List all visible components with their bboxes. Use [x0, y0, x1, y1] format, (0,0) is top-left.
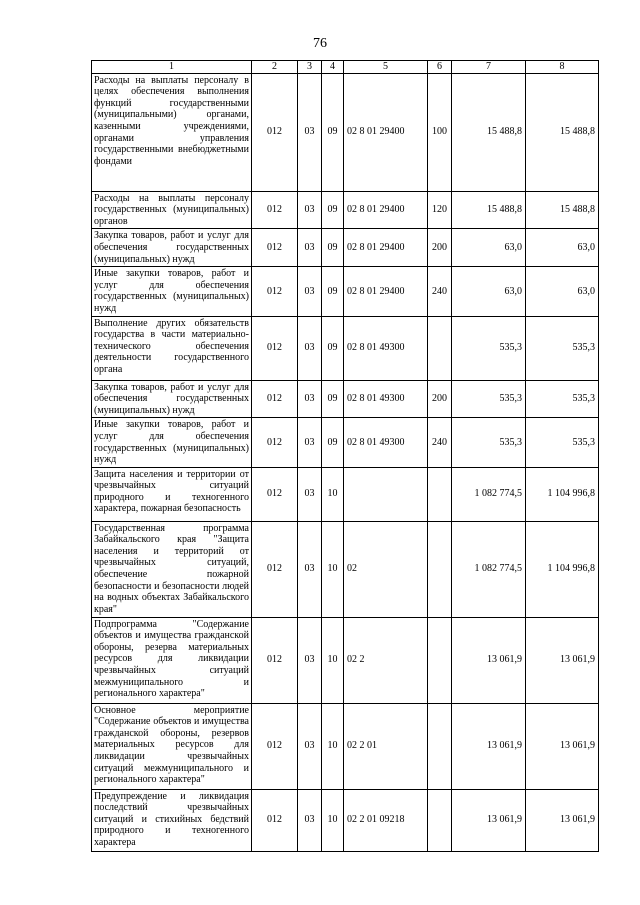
cell-pr: 10	[322, 617, 344, 703]
table-row	[92, 418, 599, 467]
cell-name: Основное мероприятие "Содержание объектов и имущества гражданской обороны, резервов материальных ресурсов для ликвидации чрезвычайных ситуаций межмуниципального и регионального характера"	[92, 703, 252, 789]
cell-sum2: 1 104 996,8	[526, 521, 599, 617]
cell-csr: 02 8 01 49300	[344, 316, 428, 380]
budget-table	[91, 60, 599, 852]
header-cell: 6	[428, 61, 452, 74]
cell-sum2: 535,3	[526, 380, 599, 418]
cell-rz: 03	[298, 316, 322, 380]
cell-rz: 03	[298, 267, 322, 316]
table-row	[92, 380, 599, 418]
cell-name: Государственная программа Забайкальского края "Защита населения и территорий от чрезвычайных ситуаций, обеспечение пожарной безопасности и безопасности людей на водных объектах Забайкальского края"	[92, 521, 252, 617]
cell-pr: 09	[322, 229, 344, 267]
cell-csr	[344, 467, 428, 521]
cell-ved: 012	[252, 73, 298, 191]
cell-rz: 03	[298, 73, 322, 191]
cell-sum2: 535,3	[526, 316, 599, 380]
cell-pr: 09	[322, 380, 344, 418]
header-cell: 1	[92, 61, 252, 74]
cell-csr: 02 2 01	[344, 703, 428, 789]
cell-sum1: 535,3	[452, 380, 526, 418]
cell-sum2: 1 104 996,8	[526, 467, 599, 521]
table-row	[92, 703, 599, 789]
cell-name: Иные закупки товаров, работ и услуг для обеспечения государственных (муниципальных) нужд	[92, 418, 252, 467]
table-row	[92, 789, 599, 851]
cell-sum1: 63,0	[452, 229, 526, 267]
header-cell: 4	[322, 61, 344, 74]
cell-vr	[428, 703, 452, 789]
cell-name: Подпрограмма "Содержание объектов и имущества гражданской обороны, резерва материальных ресурсов для ликвидации чрезвычайных ситуаций межмуниципального и регионального характера"	[92, 617, 252, 703]
page-number: 76	[313, 36, 327, 51]
cell-vr	[428, 617, 452, 703]
cell-vr	[428, 316, 452, 380]
cell-sum1: 1 082 774,5	[452, 521, 526, 617]
header-cell: 5	[344, 61, 428, 74]
cell-sum1: 15 488,8	[452, 73, 526, 191]
cell-sum2: 535,3	[526, 418, 599, 467]
header-cell: 2	[252, 61, 298, 74]
cell-sum1: 13 061,9	[452, 789, 526, 851]
cell-ved: 012	[252, 467, 298, 521]
cell-vr	[428, 521, 452, 617]
cell-vr: 200	[428, 380, 452, 418]
cell-csr: 02 8 01 29400	[344, 191, 428, 229]
cell-ved: 012	[252, 521, 298, 617]
table-row	[92, 521, 599, 617]
table-row	[92, 191, 599, 229]
cell-csr: 02 8 01 29400	[344, 267, 428, 316]
cell-name: Иные закупки товаров, работ и услуг для обеспечения государственных (муниципальных) нужд	[92, 267, 252, 316]
cell-rz: 03	[298, 380, 322, 418]
cell-pr: 09	[322, 267, 344, 316]
cell-sum2: 15 488,8	[526, 191, 599, 229]
cell-ved: 012	[252, 703, 298, 789]
cell-ved: 012	[252, 191, 298, 229]
cell-ved: 012	[252, 789, 298, 851]
table-row	[92, 73, 599, 191]
cell-sum2: 63,0	[526, 267, 599, 316]
cell-rz: 03	[298, 617, 322, 703]
cell-sum2: 13 061,9	[526, 703, 599, 789]
cell-name: Предупреждение и ликвидация последствий чрезвычайных ситуаций и стихийных бедствий природного и техногенного характера	[92, 789, 252, 851]
cell-csr: 02 2 01 09218	[344, 789, 428, 851]
cell-vr: 240	[428, 267, 452, 316]
cell-csr: 02	[344, 521, 428, 617]
cell-pr: 09	[322, 418, 344, 467]
cell-name: Защита населения и территории от чрезвычайных ситуаций природного и техногенного характера, пожарная безопасность	[92, 467, 252, 521]
cell-rz: 03	[298, 521, 322, 617]
cell-pr: 09	[322, 73, 344, 191]
cell-sum2: 13 061,9	[526, 617, 599, 703]
cell-ved: 012	[252, 617, 298, 703]
cell-csr: 02 8 01 49300	[344, 380, 428, 418]
cell-vr: 120	[428, 191, 452, 229]
cell-sum1: 535,3	[452, 316, 526, 380]
cell-name: Закупка товаров, работ и услуг для обеспечения государственных (муниципальных) нужд	[92, 229, 252, 267]
cell-rz: 03	[298, 789, 322, 851]
header-cell: 7	[452, 61, 526, 74]
cell-name: Расходы на выплаты персоналу в целях обеспечения выполнения функций государственными (муниципальными) органами, казенными учреждениями, органами управления государственными внебюджетными фондами	[92, 73, 252, 191]
cell-sum1: 63,0	[452, 267, 526, 316]
cell-rz: 03	[298, 191, 322, 229]
table-row	[92, 467, 599, 521]
cell-sum2: 13 061,9	[526, 789, 599, 851]
cell-sum1: 13 061,9	[452, 703, 526, 789]
header-cell: 8	[526, 61, 599, 74]
cell-sum1: 15 488,8	[452, 191, 526, 229]
cell-vr: 240	[428, 418, 452, 467]
cell-pr: 10	[322, 703, 344, 789]
cell-csr: 02 8 01 29400	[344, 229, 428, 267]
cell-rz: 03	[298, 703, 322, 789]
cell-csr: 02 8 01 29400	[344, 73, 428, 191]
cell-name: Выполнение других обязательств государства в части материально-технического обеспечения деятельности государственного органа	[92, 316, 252, 380]
cell-vr: 200	[428, 229, 452, 267]
cell-sum1: 13 061,9	[452, 617, 526, 703]
cell-vr	[428, 467, 452, 521]
table-row	[92, 267, 599, 316]
cell-ved: 012	[252, 229, 298, 267]
table-row	[92, 617, 599, 703]
cell-ved: 012	[252, 316, 298, 380]
cell-csr: 02 2	[344, 617, 428, 703]
cell-pr: 10	[322, 521, 344, 617]
cell-sum1: 1 082 774,5	[452, 467, 526, 521]
table-header-row	[92, 61, 599, 74]
cell-rz: 03	[298, 467, 322, 521]
header-cell: 3	[298, 61, 322, 74]
table-row	[92, 229, 599, 267]
cell-pr: 09	[322, 191, 344, 229]
cell-ved: 012	[252, 418, 298, 467]
cell-pr: 10	[322, 467, 344, 521]
cell-rz: 03	[298, 229, 322, 267]
cell-ved: 012	[252, 380, 298, 418]
cell-pr: 10	[322, 789, 344, 851]
cell-vr: 100	[428, 73, 452, 191]
cell-sum1: 535,3	[452, 418, 526, 467]
cell-rz: 03	[298, 418, 322, 467]
table-row	[92, 316, 599, 380]
cell-sum2: 63,0	[526, 229, 599, 267]
cell-name: Расходы на выплаты персоналу государственных (муниципальных) органов	[92, 191, 252, 229]
cell-ved: 012	[252, 267, 298, 316]
cell-sum2: 15 488,8	[526, 73, 599, 191]
cell-vr	[428, 789, 452, 851]
cell-name: Закупка товаров, работ и услуг для обеспечения государственных (муниципальных) нужд	[92, 380, 252, 418]
cell-csr: 02 8 01 49300	[344, 418, 428, 467]
cell-pr: 09	[322, 316, 344, 380]
